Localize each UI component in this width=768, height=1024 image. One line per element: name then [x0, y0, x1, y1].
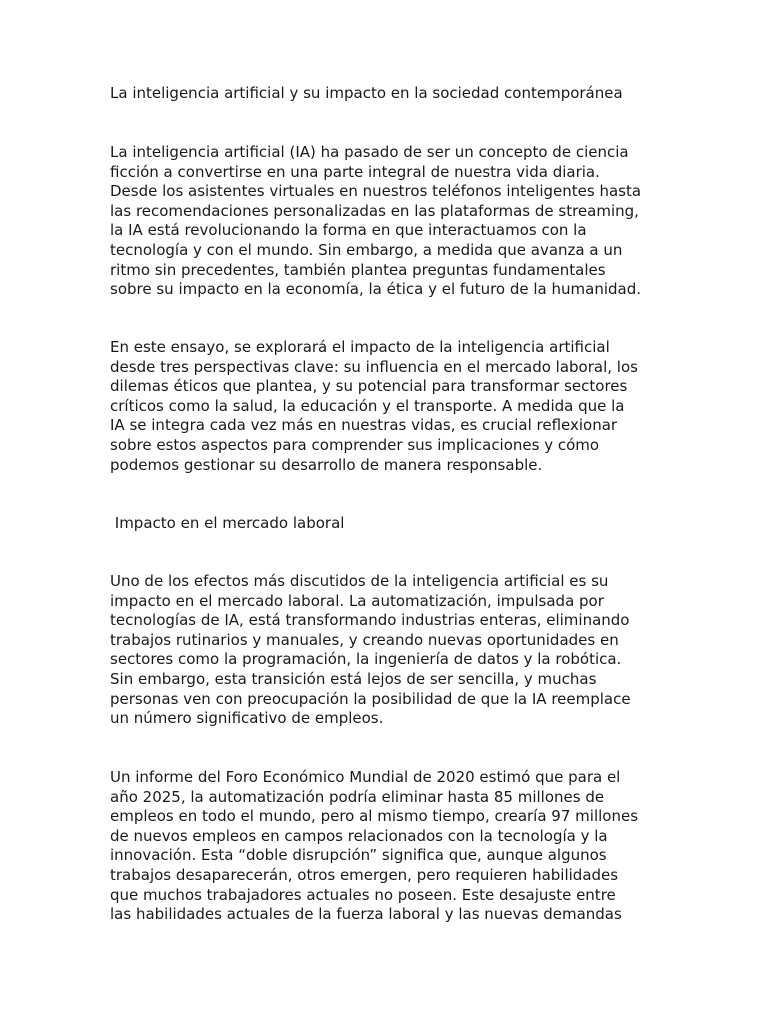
paragraph-line: Sin embargo, esta transición está lejos de ser sencilla, y muchas — [110, 670, 597, 688]
document-title: La inteligencia artificial y su impacto en la sociedad contemporánea — [110, 84, 623, 102]
paragraph-line: impacto en el mercado laboral. La automatización, impulsada por — [110, 591, 604, 610]
paragraph-line: tecnologías de IA, está transformando industrias enteras, eliminando — [110, 611, 630, 630]
paragraph-line: sobre estos aspectos para comprender sus implicaciones y cómo — [110, 436, 600, 454]
paragraph-line: trabajos rutinarios y manuales, y creando nuevas oportunidades en — [110, 630, 619, 649]
paragraph-line: un número significativo de empleos. — [110, 709, 384, 728]
paragraph-line: Desde los asistentes virtuales en nuestros teléfonos inteligentes hasta — [110, 182, 642, 201]
section-heading: Impacto en el mercado laboral — [110, 514, 345, 532]
paragraph-line: año 2025, la automatización podría eliminar hasta 85 millones de — [110, 787, 605, 806]
paragraph-line: ficción a convertirse en una parte integral de nuestra vida diaria. — [110, 162, 600, 181]
paragraph-line: personas ven con preocupación la posibilidad de que la IA reemplace — [110, 689, 631, 708]
paragraph-line: En este ensayo, se explorará el impacto de la inteligencia artificial — [110, 338, 610, 356]
paragraph-line: sectores como la programación, la ingeniería de datos y la robótica. — [110, 650, 622, 669]
paragraph-line: sobre su impacto en la economía, la ética y el futuro de la humanidad. — [110, 280, 641, 299]
paragraph-line: Un informe del Foro Económico Mundial de 2020 estimó que para el — [110, 768, 621, 786]
paragraph-line: Uno de los efectos más discutidos de la inteligencia artificial es su — [110, 572, 609, 590]
paragraph-line: podemos gestionar su desarrollo de manera responsable. — [110, 455, 543, 474]
paragraph-line: trabajos desaparecerán, otros emergen, pero requieren habilidades — [110, 866, 619, 884]
paragraph-line: las recomendaciones personalizadas en las plataformas de streaming, — [110, 201, 639, 220]
paragraph-line: tecnología y con el mundo. Sin embargo, a medida que avanza a un — [110, 241, 623, 259]
paragraph-line: dilemas éticos que plantea, y su potencial para transformar sectores — [110, 377, 628, 396]
paragraph-line: La inteligencia artificial (IA) ha pasado de ser un concepto de ciencia — [110, 143, 629, 161]
paragraph-line: que muchos trabajadores actuales no poseen. Este desajuste entre — [110, 885, 616, 904]
paragraph-line: las habilidades actuales de la fuerza laboral y las nuevas demandas — [110, 905, 622, 924]
paragraph-line: innovación. Esta “doble disrupción” significa que, aunque algunos — [110, 846, 607, 865]
paragraph-line: ritmo sin precedentes, también plantea preguntas fundamentales — [110, 260, 606, 279]
paragraph-line: de nuevos empleos en campos relacionados con la tecnología y la — [110, 826, 608, 845]
paragraph-line: empleos en todo el mundo, pero al mismo tiempo, crearía 97 millones — [110, 807, 639, 826]
paragraph-line: la IA está revolucionando la forma en que interactuamos con la — [110, 221, 587, 240]
paragraph-line: desde tres perspectivas clave: su influencia en el mercado laboral, los — [110, 357, 638, 376]
paragraph-line: críticos como la salud, la educación y el transporte. A medida que la — [110, 396, 625, 415]
paragraph-line: IA se integra cada vez más en nuestras vidas, es crucial reflexionar — [110, 416, 618, 435]
